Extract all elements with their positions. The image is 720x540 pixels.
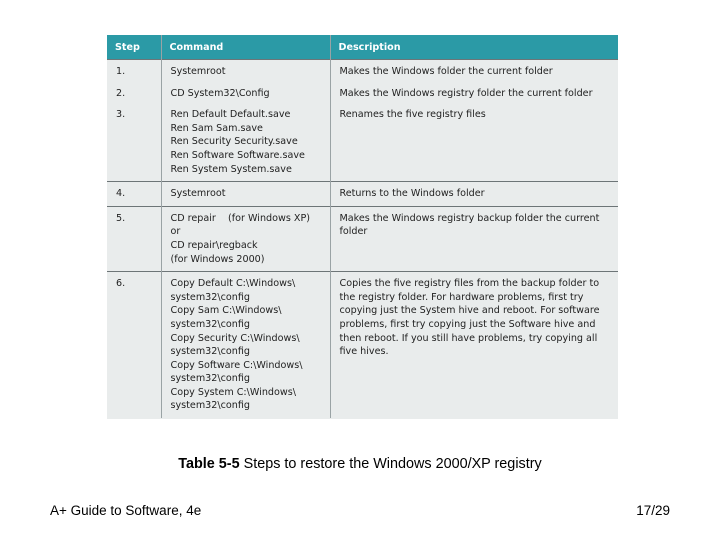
description-cell (330, 84, 618, 106)
footer-book-title: A+ Guide to Software, 4e (50, 503, 202, 518)
command-line: Copy Default C:\Windows\ (170, 278, 296, 290)
table-row (107, 272, 618, 418)
description-cell (330, 206, 618, 271)
command-line: Systemroot (170, 66, 226, 77)
table-row (107, 105, 618, 181)
caption-text: Steps to restore the Windows 2000/XP registry (239, 456, 542, 472)
step-number: 1. (107, 60, 161, 84)
command-line: system32\config (170, 318, 250, 330)
command-line: Copy System C:\Windows\ (170, 386, 296, 398)
step-number: 5. (107, 206, 161, 271)
table-row (107, 60, 618, 84)
step-number: 6. (107, 272, 161, 418)
step-number: 2. (116, 87, 126, 99)
registry-steps-table-image (107, 35, 618, 419)
command-line: Ren Security Security.save (170, 136, 298, 148)
command-cell (161, 272, 330, 418)
header-description: Description (330, 35, 618, 60)
header-command: Command (161, 35, 330, 60)
registry-steps-table (107, 35, 618, 418)
description-text: Makes the Windows folder the current folder (339, 66, 553, 77)
command-cell (161, 84, 330, 106)
step-number: 3. (116, 109, 126, 121)
command-line: CD repair (for Windows XP) (170, 212, 311, 224)
description-text: Copies the five registry files from the backup folder to the registry folder. For hardware problems, first try copying just the System hive and reboot. For software problems, first try copying just the Software hive and then reboot. If you still have problems, try copying all five hives. (339, 278, 600, 358)
description-cell (330, 272, 618, 418)
command-line: Ren Default Default.save (170, 109, 291, 121)
step-number: 4. (107, 182, 161, 207)
header-step: Step (107, 35, 161, 60)
description-text: Returns to the Windows folder (339, 188, 485, 200)
description-cell (330, 182, 618, 207)
description-text: Makes the Windows registry folder the current folder (339, 87, 593, 99)
table-row (107, 84, 618, 106)
command-cell (161, 60, 330, 84)
table-row (107, 182, 618, 207)
command-line: or (170, 226, 181, 238)
command-line: CD System32\Config (170, 87, 270, 99)
command-line: Copy Software C:\Windows\ (170, 359, 303, 371)
command-line: system32\config (170, 373, 250, 385)
command-line: Ren Sam Sam.save (170, 122, 263, 134)
command-line: system32\config (170, 291, 250, 303)
command-line: Copy Security C:\Windows\ (170, 332, 300, 344)
description-cell (330, 105, 618, 181)
command-line: Systemroot (170, 188, 226, 200)
table-header-row (107, 35, 618, 60)
table-caption (0, 456, 720, 472)
command-line: Ren System System.save (170, 163, 292, 175)
command-cell (161, 206, 330, 271)
footer-page-number: 17/29 (636, 503, 670, 518)
command-line: CD repair\regback (170, 239, 258, 251)
table-row (107, 206, 618, 271)
caption-label: Table 5-5 (178, 456, 240, 472)
description-text: Makes the Windows registry backup folder the current folder (339, 212, 600, 238)
command-line: system32\config (170, 400, 250, 412)
description-text: Renames the five registry files (339, 109, 486, 121)
command-cell (161, 105, 330, 181)
command-line: Ren Software Software.save (170, 149, 305, 161)
command-line: Copy Sam C:\Windows\ (170, 305, 282, 317)
command-line: (for Windows 2000) (170, 253, 265, 265)
description-cell (330, 60, 618, 84)
command-line: system32\config (170, 346, 250, 358)
command-cell (161, 182, 330, 207)
